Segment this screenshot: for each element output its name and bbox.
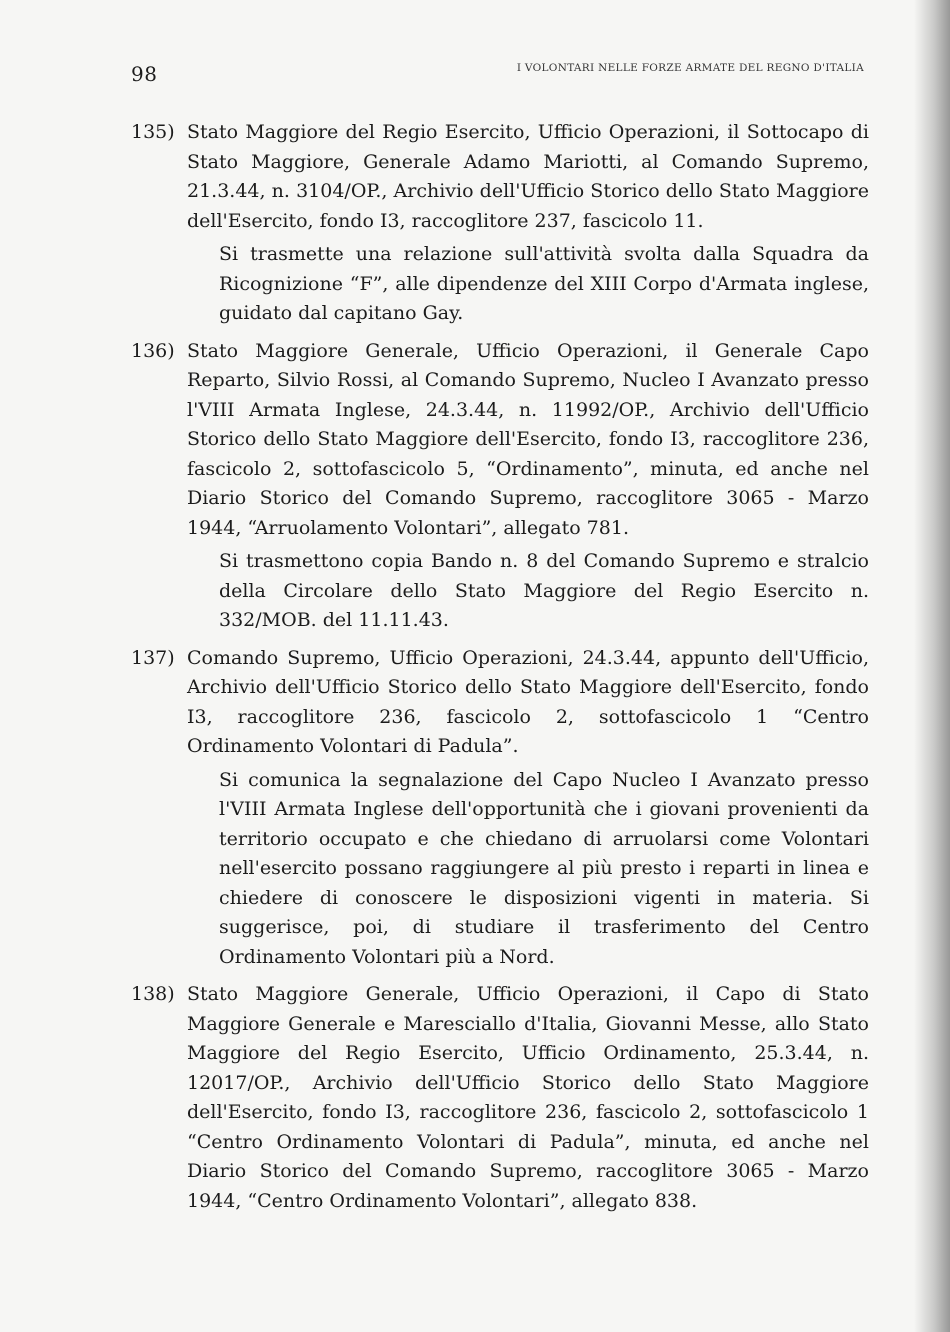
endnote-citation-text: Comando Supremo, Ufficio Operazioni, 24.3.44, appunto dell'Ufficio, Archivio dell'Ufficio Storico dello Stato Maggiore dell'Esercito, fondo I3, raccoglitore 236, fascicolo 2, sottofascicolo 1 “Centro Ordinamento Volontari di Padula”. (187, 646, 869, 757)
endnote-citation-text: Stato Maggiore del Regio Esercito, Ufficio Operazioni, il Sottocapo di Stato Maggiore, Generale Adamo Mariotti, al Comando Supremo, 21.3.44, n. 3104/OP., Archivio dell'Ufficio Storico dello Stato Maggiore dell'Esercito, fondo I3, raccoglitore 237, fascicolo 11. (187, 121, 869, 232)
endnote-citation (131, 118, 869, 236)
endnote-135 (131, 118, 869, 329)
endnote-138 (131, 980, 869, 1216)
running-title: I VOLONTARI NELLE FORZE ARMATE DEL REGNO D'ITALIA (516, 62, 864, 74)
endnote-number: 136) (131, 339, 175, 362)
page-number: 98 (131, 62, 158, 86)
endnote-citation-text: Stato Maggiore Generale, Ufficio Operazioni, il Generale Capo Reparto, Silvio Rossi, al Comando Supremo, Nucleo I Avanzato presso l'VIII Armata Inglese, 24.3.44, n. 11992/OP., Archivio dell'Ufficio Storico dello Stato Maggiore dell'Esercito, fondo I3, raccoglitore 236, fascicolo 2, sottofascicolo 5, “Ordinamento”, minuta, ed anche nel Diario Storico del Comando Supremo, raccoglitore 3065 - Marzo 1944, “Arruolamento Volontari”, allegato 781. (187, 339, 869, 539)
endnote-citation (131, 644, 869, 762)
endnote-summary: Si comunica la segnalazione del Capo Nucleo I Avanzato presso l'VIII Armata Inglese dell'opportunità che i giovani provenienti da territorio occupato e che chiedano di arruolarsi come Volontari nell'esercito possano raggiungere al più presto i reparti in linea e chiedere di conoscere le disposizioni vigenti in materia. Si suggerisce, poi, di studiare il trasferimento del Centro Ordinamento Volontari più a Nord. (219, 768, 869, 968)
endnote-citation (131, 337, 869, 544)
endnotes-list (131, 118, 869, 1224)
endnote-136 (131, 337, 869, 636)
endnote-summary: Si trasmette una relazione sull'attività svolta dalla Squadra da Ricognizione “F”, alle dipendenze del XIII Corpo d'Armata inglese, guidato dal capitano Gay. (219, 243, 869, 324)
endnote-number: 138) (131, 983, 175, 1005)
endnote-137 (131, 644, 869, 973)
endnote-citation (131, 980, 869, 1216)
endnote-citation-text: Stato Maggiore Generale, Ufficio Operazioni, il Capo di Stato Maggiore Generale e Maresciallo d'Italia, Giovanni Messe, allo Stato Maggiore del Regio Esercito, Ufficio Ordinamento, 25.3.44, n. 12017/OP., Archivio dell'Ufficio Storico dello Stato Maggiore dell'Esercito, fondo I3, raccoglitore 236, fascicolo 2, sottofascicolo 1 “Centro Ordinamento Volontari di Padula”, minuta, ed anche nel Diario Storico del Comando Supremo, raccoglitore 3065 - Marzo 1944, “Centro Ordinamento Volontari”, allegato 838. (187, 983, 869, 1212)
page-edge-shadow (914, 0, 950, 1332)
endnote-summary: Si trasmettono copia Bando n. 8 del Comando Supremo e stralcio della Circolare dello Stato Maggiore del Regio Esercito n. 332/MOB. del 11.11.43. (219, 550, 869, 631)
endnote-number: 137) (131, 646, 175, 669)
endnote-number: 135) (131, 121, 175, 143)
